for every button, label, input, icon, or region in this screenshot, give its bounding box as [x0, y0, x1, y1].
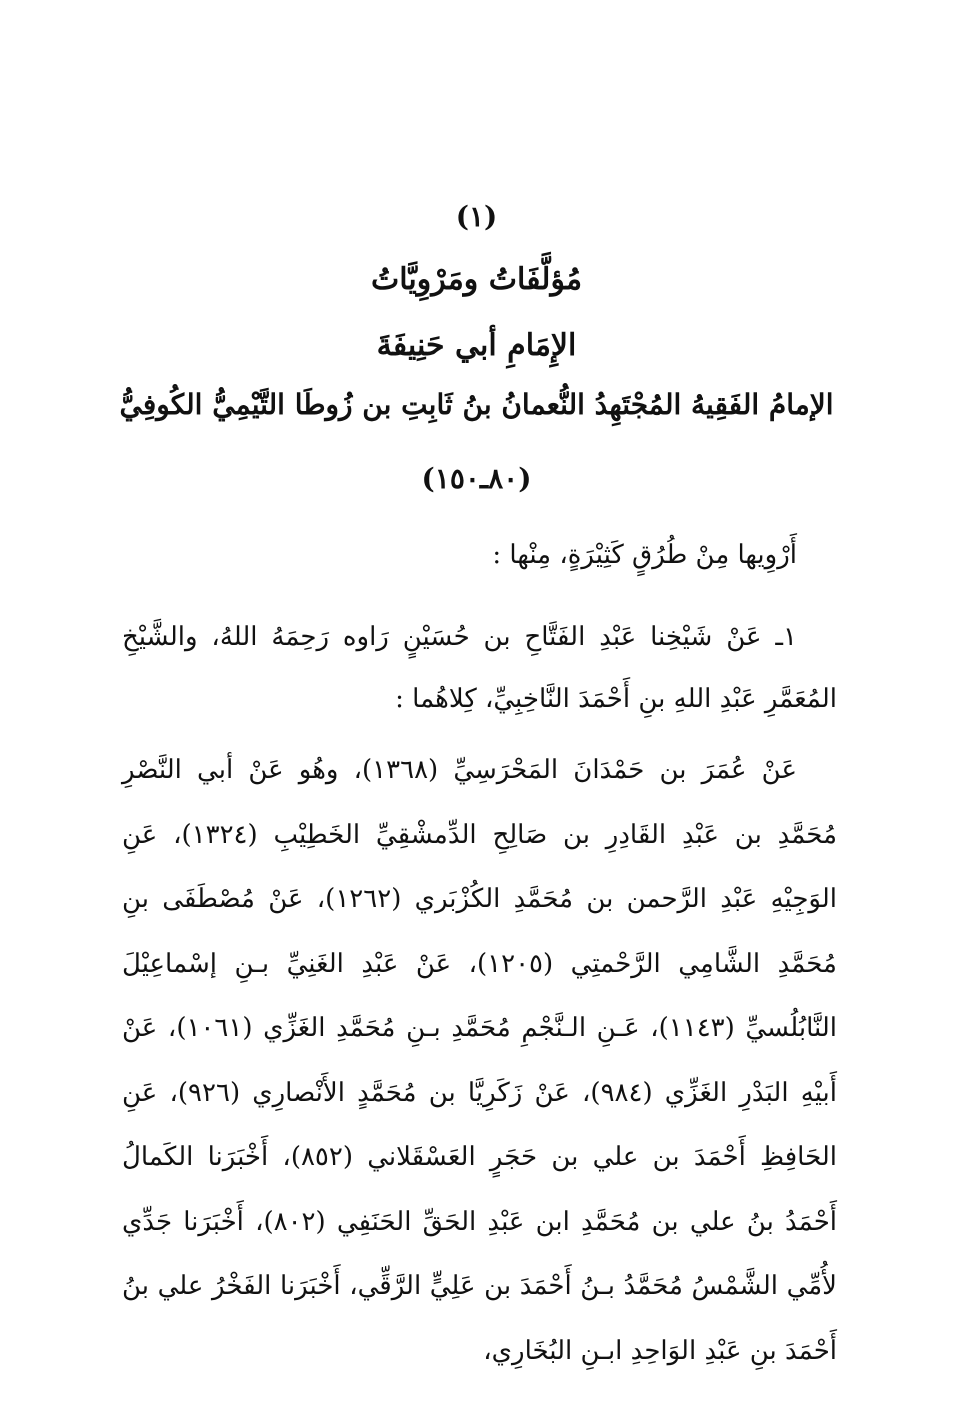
intro-line: أَرْوِيها مِنْ طُرُقٍ كَثِيْرَةٍ، مِنْها :	[492, 540, 797, 570]
title-line-2: الإِمَامِ أبي حَنِيفَةَ	[376, 328, 577, 363]
paragraph-1: ١ـ عَنْ شَيْخِنا عَبْدِ الفَتَّاحِ بن حُسَيْنٍ رَاوه رَحِمَهُ اللهُ، والشَّيْخِ المُعَمَّرِ عَبْدِ اللهِ بنِ أَحْمَدَ النَّاخِبِيِّ، كِلاهُما :	[122, 622, 837, 714]
paragraph-2: عَنْ عُمَرَ بن حَمْدَانَ المَحْرَسِيِّ (١٣٦٨)، وهُو عَنْ أبي النَّصْرِ مُحَمَّدِ بن عَبْدِ القَادِرِ بن صَالِحِ الدِّمشْقِيِّ الخَطِيْبِ (١٣٢٤)، عَنِ الوَجِيْهِ عَبْدِ الرَّحمن بن مُحَمَّدِ الكُزْبَري (١٢٦٢)، عَنْ مُصْطَفَى بنِ مُحَمَّدِ الشَّامِي الرَّحْمتِي (١٢٠٥)، عَنْ عَبْدِ الغَنِيِّ بـنِ إسْماعِيْلَ النَّابُلُسيِّ (١١٤٣)، عَـنِ الـنَّجْمِ مُحَمَّدِ بـنِ مُحَمَّدِ الغَزِّي (١٠٦١)، عَنْ أَبيْهِ البَدْرِ الغَزِّي (٩٨٤)، عَنْ زَكَرِيَّا بن مُحَمَّدٍ الأَنْصارِي (٩٢٦)، عَنِ الحَافِظِ أَحْمَدَ بن علي بن حَجَرٍ العَسْقَلاني (٨٥٢)، أَخْبَرَنا الكَمالُ أَحْمَدُ بنُ علي بن مُحَمَّدِ ابن عَبْدِ الحَقِّ الحَنَفِي (٨٠٢)، أَخْبَرَنا جَدِّي لأُمِّي الشَّمْسُ مُحَمَّدُ بـنُ أَحْمَدَ بن عَلِيٍّ الرَّقِّي، أَخْبَرَنا الفَخْرُ علي بنُ أَحْمَدَ بنِ عَبْدِ الوَاحِدِ ابـنِ البُخَارِي،	[122, 755, 838, 1366]
title-line-1: مُؤلَّفَاتُ ومَرْوِيَّاتُ	[370, 262, 583, 297]
title-line-3: الإمامُ الفَقِيهُ المُجْتَهِدُ النُّعمانُ بنُ ثَابِتِ بن زُوطَا التَّيْمِيُّ الكُوفِيُّ	[119, 388, 834, 421]
section-number: (١)	[455, 200, 498, 233]
life-dates: (٨٠ـ١٥٠)	[421, 462, 532, 495]
